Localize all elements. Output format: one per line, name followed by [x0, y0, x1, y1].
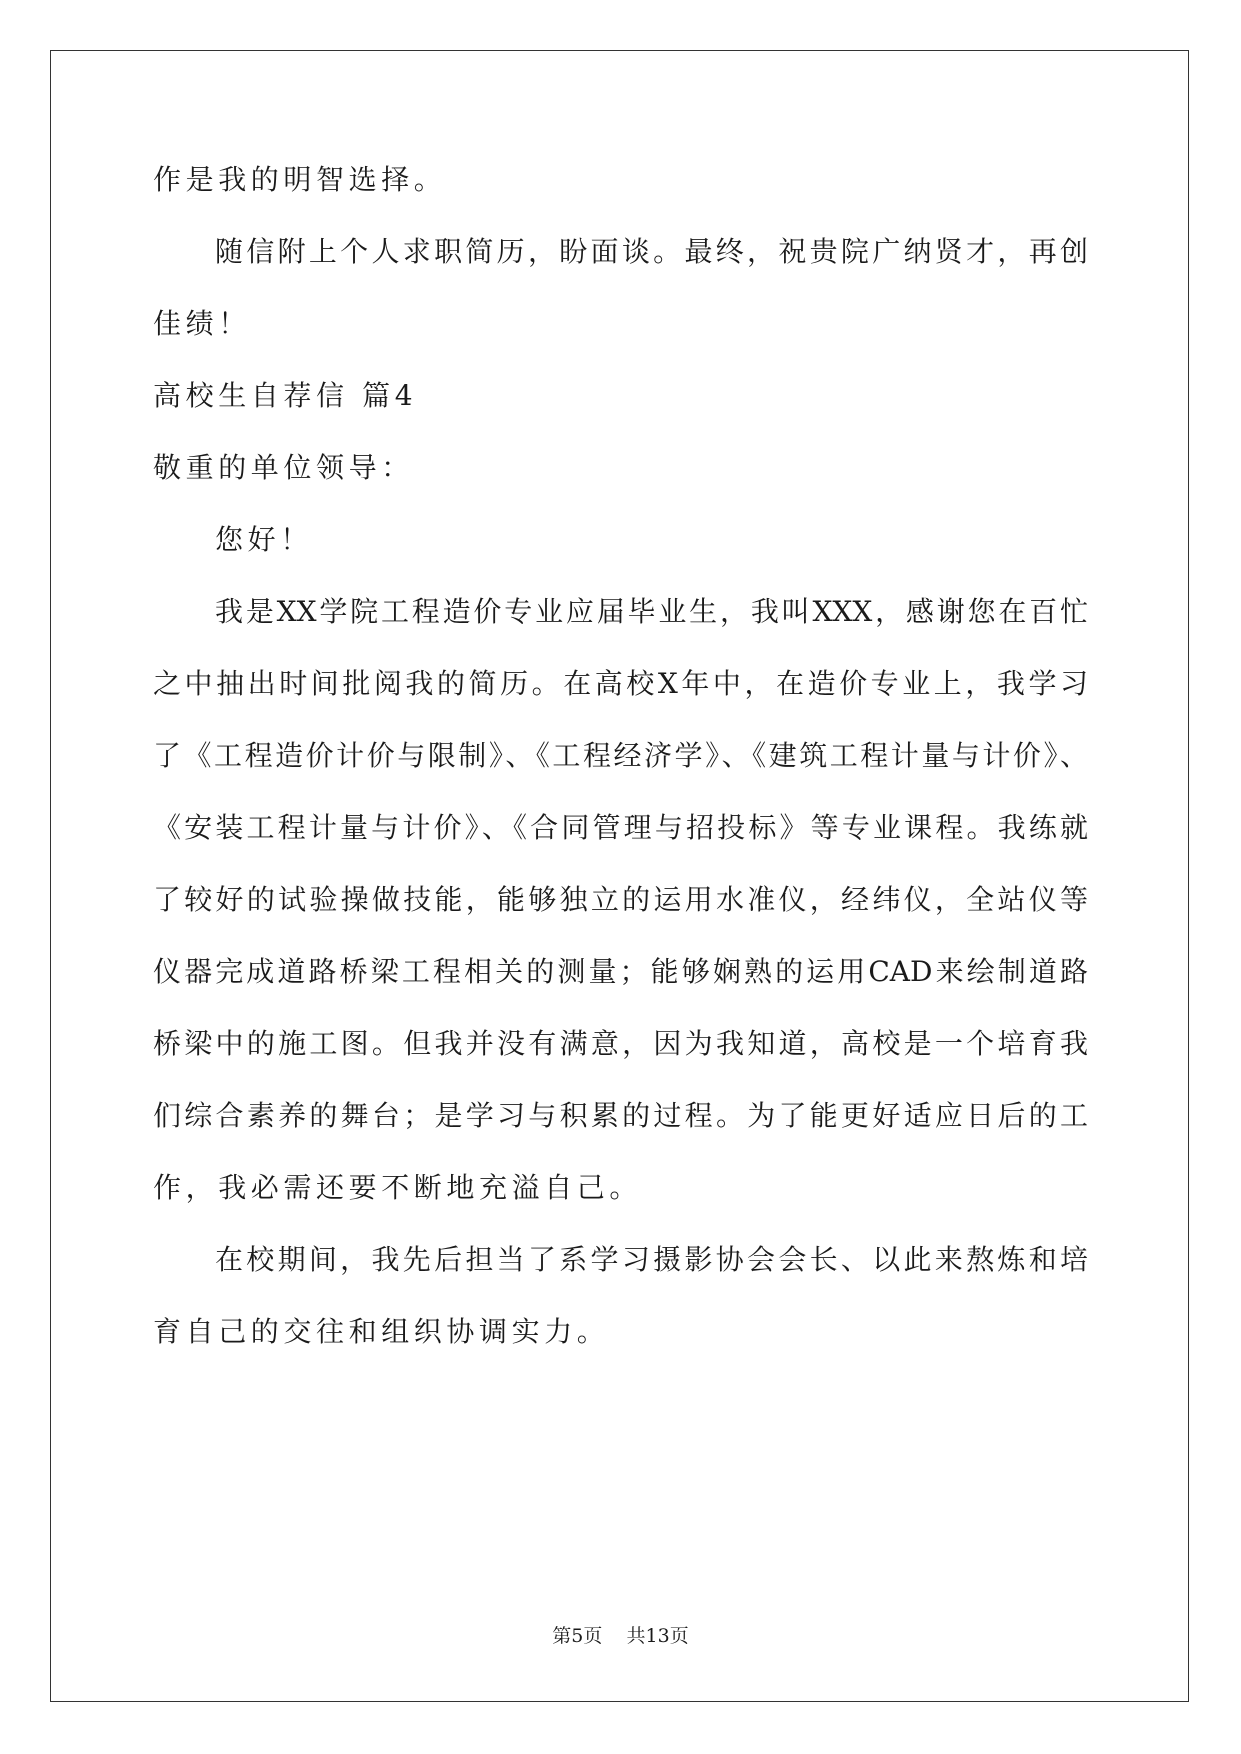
text-line: 随信附上个人求职简历，盼面谈。最终，祝贵院广纳贤才，再创 [215, 235, 1088, 268]
text-line: 作是我的明智选择。 [153, 163, 447, 196]
text-line: 在校期间，我先后担当了系学习摄影协会会长、以此来熬炼和培 [215, 1243, 1088, 1276]
text-line: 《安装工程计量与计价》、《合同管理与招投标》等专业课程。我练就 [153, 811, 1088, 844]
page-number: 第5页 [552, 1625, 603, 1647]
text-line: 我是XX学院工程造价专业应届毕业生，我叫XXX，感谢您在百忙 [215, 595, 1088, 628]
greeting: 您好！ [215, 523, 313, 556]
text-line: 佳绩！ [153, 307, 251, 340]
section-heading: 高校生自荐信 篇4 [153, 379, 418, 412]
text-line: 了《工程造价计价与限制》、《工程经济学》、《建筑工程计量与计价》、 [153, 739, 1088, 772]
page-border [50, 50, 1189, 1702]
text-line: 作，我必需还要不断地充溢自己。 [153, 1171, 643, 1204]
salutation: 敬重的单位领导： [153, 451, 414, 484]
text-line: 育自己的交往和组织协调实力。 [153, 1315, 610, 1348]
text-line: 了较好的试验操做技能，能够独立的运用水准仪，经纬仪，全站仪等 [153, 883, 1088, 916]
page-total: 共13页 [626, 1625, 689, 1647]
text-line: 们综合素养的舞台；是学习与积累的过程。为了能更好适应日后的工 [153, 1099, 1088, 1132]
text-line: 桥梁中的施工图。但我并没有满意，因为我知道，高校是一个培育我 [153, 1027, 1088, 1060]
text-line: 之中抽出时间批阅我的简历。在高校X年中，在造价专业上，我学习 [153, 667, 1088, 700]
page-footer [0, 1624, 1241, 1648]
text-line: 仪器完成道路桥梁工程相关的测量；能够娴熟的运用CAD来绘制道路 [153, 955, 1088, 988]
